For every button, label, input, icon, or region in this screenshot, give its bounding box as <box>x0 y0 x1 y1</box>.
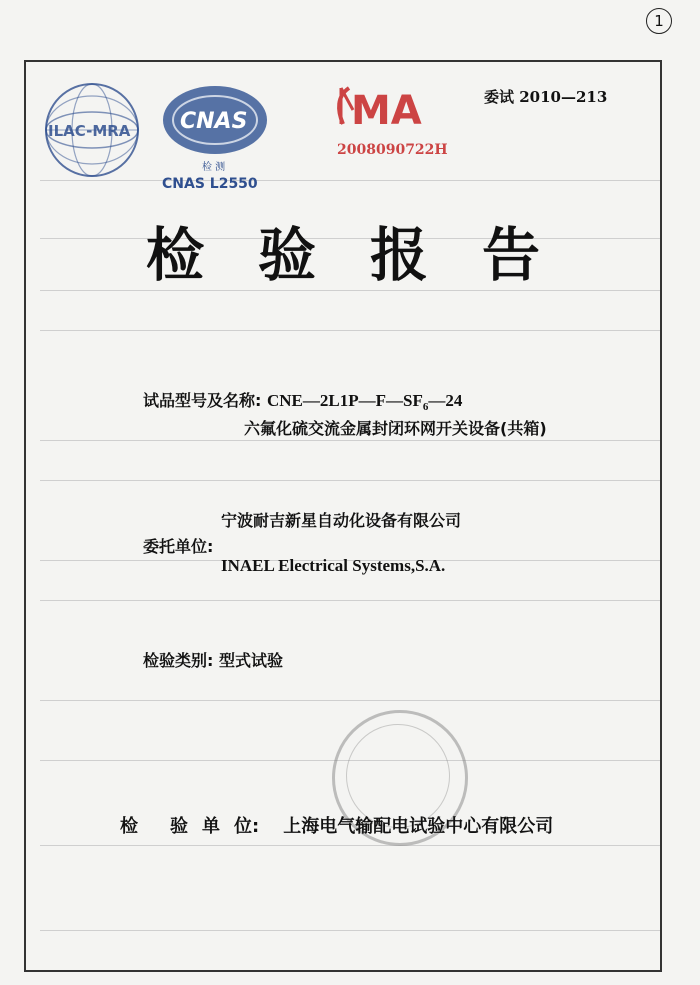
lab-label-2: 验 <box>170 816 188 837</box>
category-label: 检验类别: <box>143 651 214 670</box>
entrust-number: 委试 2010—213 <box>484 88 608 106</box>
cma-text: MA <box>351 88 422 134</box>
report-title: 检验报告 <box>145 221 594 289</box>
sample-model-subscript: 6 <box>422 401 429 414</box>
client-name-cn: 宁波耐吉新星自动化设备有限公司 <box>221 511 462 530</box>
client-name-en-text: INAEL Electrical Systems,S.A. <box>221 556 446 575</box>
cma-code: 2008090722H <box>337 142 448 158</box>
cma-logo <box>333 80 453 160</box>
client-label: 委托单位: <box>143 537 214 556</box>
cnas-sub-text: 检 测 <box>202 162 226 173</box>
lab-label-1: 检 <box>120 816 138 837</box>
cnas-text: CNAS <box>180 109 248 134</box>
sample-model: CNE—2L1P—F—SF <box>266 391 423 410</box>
ilac-mra-logo <box>46 84 138 176</box>
client-name-en <box>221 556 445 576</box>
category-value: 型式试验 <box>218 651 283 670</box>
lab-value: 上海电气输配电试验中心有限公司 <box>283 816 554 837</box>
category-row <box>143 648 283 671</box>
sample-row <box>143 388 462 413</box>
accreditation-logos <box>40 78 340 193</box>
sample-name: 六氟化硫交流金属封闭环网开关设备(共箱) <box>244 419 547 438</box>
lab-label-3: 单 <box>202 816 220 837</box>
cnas-code: CNAS L2550 <box>162 176 258 192</box>
sample-label: 试品型号及名称: <box>143 391 262 410</box>
lab-row <box>120 812 553 838</box>
sample-model-tail: —24 <box>428 391 463 410</box>
cnas-logo <box>162 86 267 192</box>
lab-label-4: 位: <box>234 816 260 837</box>
page-number: 1 <box>646 8 672 34</box>
ilac-text: ILAC-MRA <box>48 122 131 140</box>
